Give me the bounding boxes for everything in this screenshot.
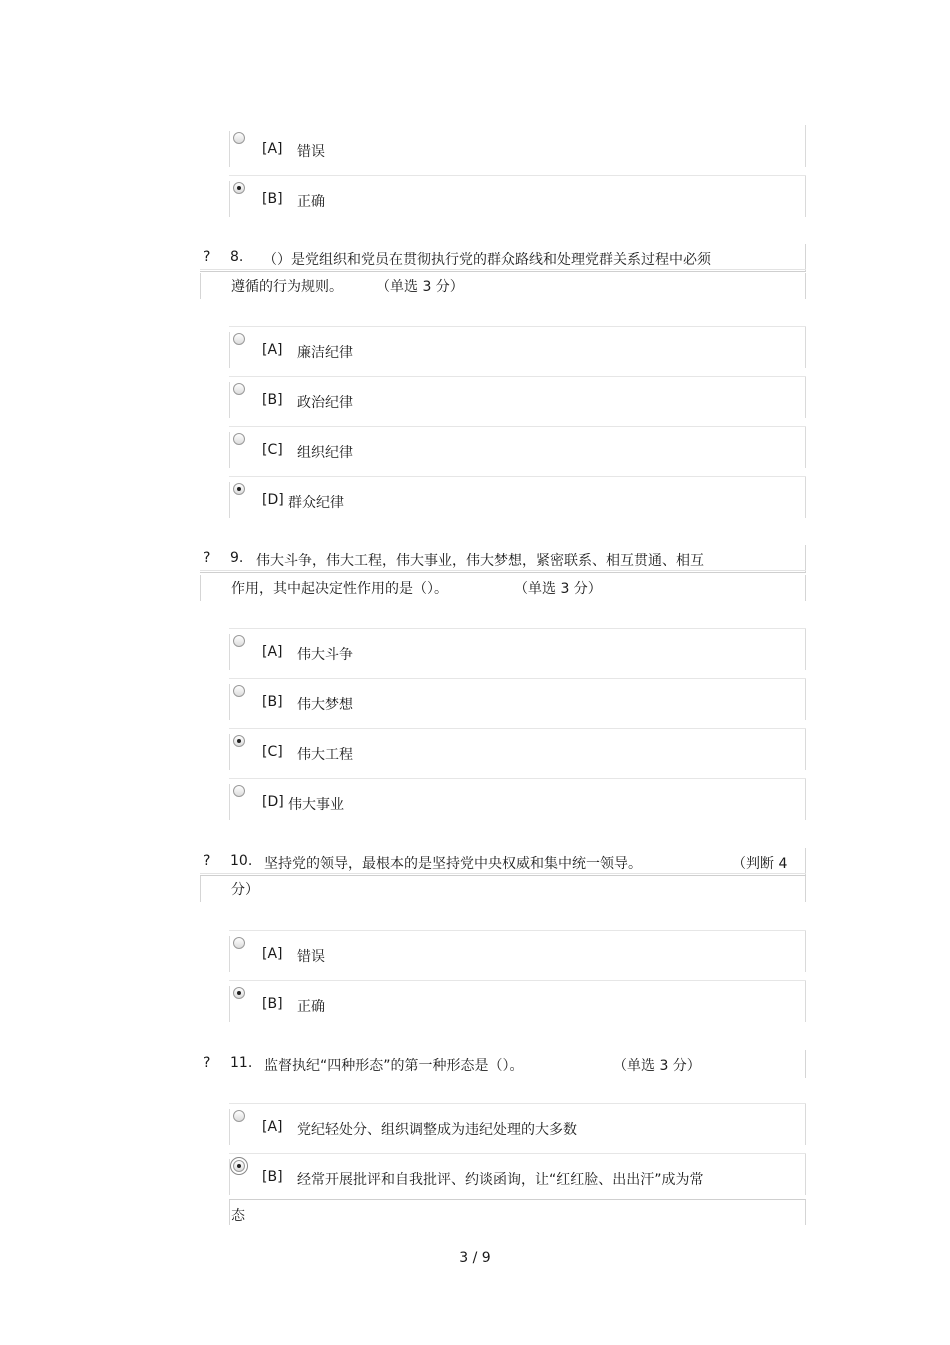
radio-selected-icon[interactable] bbox=[233, 987, 245, 999]
question-meta: （单选 3 分） bbox=[613, 1058, 701, 1074]
q7-option-b[interactable] bbox=[229, 175, 806, 217]
option-text: 伟大事业 bbox=[288, 797, 344, 813]
radio-unselected-icon[interactable] bbox=[233, 937, 245, 949]
question-meta: （判断 4 bbox=[732, 856, 788, 872]
q8-option-c[interactable] bbox=[229, 426, 806, 468]
q9-header bbox=[200, 545, 806, 573]
radio-unselected-icon[interactable] bbox=[233, 383, 245, 395]
q11-option-b[interactable] bbox=[229, 1153, 806, 1195]
question-meta: （单选 3 分） bbox=[376, 279, 464, 295]
question-meta-line2: 分） bbox=[231, 882, 259, 898]
q7-option-a[interactable] bbox=[229, 125, 806, 167]
question-stem-line2: 遵循的行为规则。 bbox=[231, 279, 343, 295]
option-label: [B] bbox=[262, 191, 283, 207]
option-label: [A] bbox=[262, 342, 283, 358]
option-text: 错误 bbox=[297, 144, 325, 160]
radio-selected-icon[interactable] bbox=[233, 1160, 245, 1172]
radio-selected-icon[interactable] bbox=[233, 182, 245, 194]
question-number: 10. bbox=[230, 853, 253, 869]
option-text: 伟大斗争 bbox=[297, 647, 353, 663]
option-text: 伟大工程 bbox=[297, 747, 353, 763]
option-label: [A] bbox=[262, 1119, 283, 1135]
option-label: [A] bbox=[262, 946, 283, 962]
q9-stem-continuation bbox=[200, 575, 806, 601]
option-label: [A] bbox=[262, 141, 283, 157]
q10-option-b[interactable] bbox=[229, 980, 806, 1022]
q10-header bbox=[200, 848, 806, 876]
question-meta: （单选 3 分） bbox=[514, 581, 602, 597]
q11-option-b-continuation bbox=[229, 1199, 806, 1225]
question-marker: ? bbox=[203, 550, 211, 566]
q11-header bbox=[200, 1050, 806, 1078]
question-marker: ? bbox=[203, 1055, 211, 1071]
q9-option-a[interactable] bbox=[229, 628, 806, 670]
radio-unselected-icon[interactable] bbox=[233, 1110, 245, 1122]
option-text: 错误 bbox=[297, 949, 325, 965]
option-label: [B] bbox=[262, 392, 283, 408]
question-stem-line2: 作用，其中起决定性作用的是（）。 bbox=[231, 581, 448, 597]
q9-option-d[interactable] bbox=[229, 778, 806, 820]
option-text: 廉洁纪律 bbox=[297, 345, 353, 361]
radio-selected-icon[interactable] bbox=[233, 483, 245, 495]
question-marker: ? bbox=[203, 249, 211, 265]
q8-option-d[interactable] bbox=[229, 476, 806, 518]
q8-option-b[interactable] bbox=[229, 376, 806, 418]
option-text: 正确 bbox=[297, 194, 325, 210]
q9-option-b[interactable] bbox=[229, 678, 806, 720]
question-stem: （）是党组织和党员在贯彻执行党的群众路线和处理党群关系过程中必须 bbox=[263, 252, 711, 268]
option-label: [D] bbox=[262, 794, 284, 810]
q10-option-a[interactable] bbox=[229, 930, 806, 972]
option-text: 群众纪律 bbox=[288, 495, 344, 511]
radio-unselected-icon[interactable] bbox=[233, 785, 245, 797]
page-number: 3 / 9 bbox=[459, 1250, 491, 1266]
question-number: 9. bbox=[230, 550, 244, 566]
question-marker: ? bbox=[203, 853, 211, 869]
question-stem: 监督执纪“四种形态”的第一种形态是（）。 bbox=[264, 1058, 524, 1074]
option-text: 政治纪律 bbox=[297, 395, 353, 411]
q8-stem-continuation bbox=[200, 273, 806, 299]
option-label: [A] bbox=[262, 644, 283, 660]
q11-option-a[interactable] bbox=[229, 1103, 806, 1145]
q10-meta-continuation bbox=[200, 876, 806, 902]
q8-option-a[interactable] bbox=[229, 326, 806, 368]
option-label: [D] bbox=[262, 492, 284, 508]
option-text: 经常开展批评和自我批评、约谈函询，让“红红脸、出出汗”成为常 bbox=[297, 1172, 704, 1188]
option-label: [B] bbox=[262, 1169, 283, 1185]
option-text: 组织纪律 bbox=[297, 445, 353, 461]
radio-selected-icon[interactable] bbox=[233, 735, 245, 747]
question-stem: 坚持党的领导，最根本的是坚持党中央权威和集中统一领导。 bbox=[264, 856, 642, 872]
option-label: [B] bbox=[262, 694, 283, 710]
radio-unselected-icon[interactable] bbox=[233, 132, 245, 144]
option-text: 党纪轻处分、组织调整成为违纪处理的大多数 bbox=[297, 1122, 577, 1138]
option-text: 伟大梦想 bbox=[297, 697, 353, 713]
radio-unselected-icon[interactable] bbox=[233, 635, 245, 647]
radio-unselected-icon[interactable] bbox=[233, 433, 245, 445]
q9-option-c[interactable] bbox=[229, 728, 806, 770]
option-text-line2: 态 bbox=[231, 1208, 245, 1224]
question-number: 8. bbox=[230, 249, 244, 265]
question-number: 11. bbox=[230, 1055, 253, 1071]
question-stem: 伟大斗争，伟大工程，伟大事业，伟大梦想，紧密联系、相互贯通、相互 bbox=[256, 553, 704, 569]
option-label: [C] bbox=[262, 744, 283, 760]
option-text: 正确 bbox=[297, 999, 325, 1015]
radio-unselected-icon[interactable] bbox=[233, 333, 245, 345]
q8-header bbox=[200, 244, 806, 272]
radio-unselected-icon[interactable] bbox=[233, 685, 245, 697]
option-label: [C] bbox=[262, 442, 283, 458]
option-label: [B] bbox=[262, 996, 283, 1012]
